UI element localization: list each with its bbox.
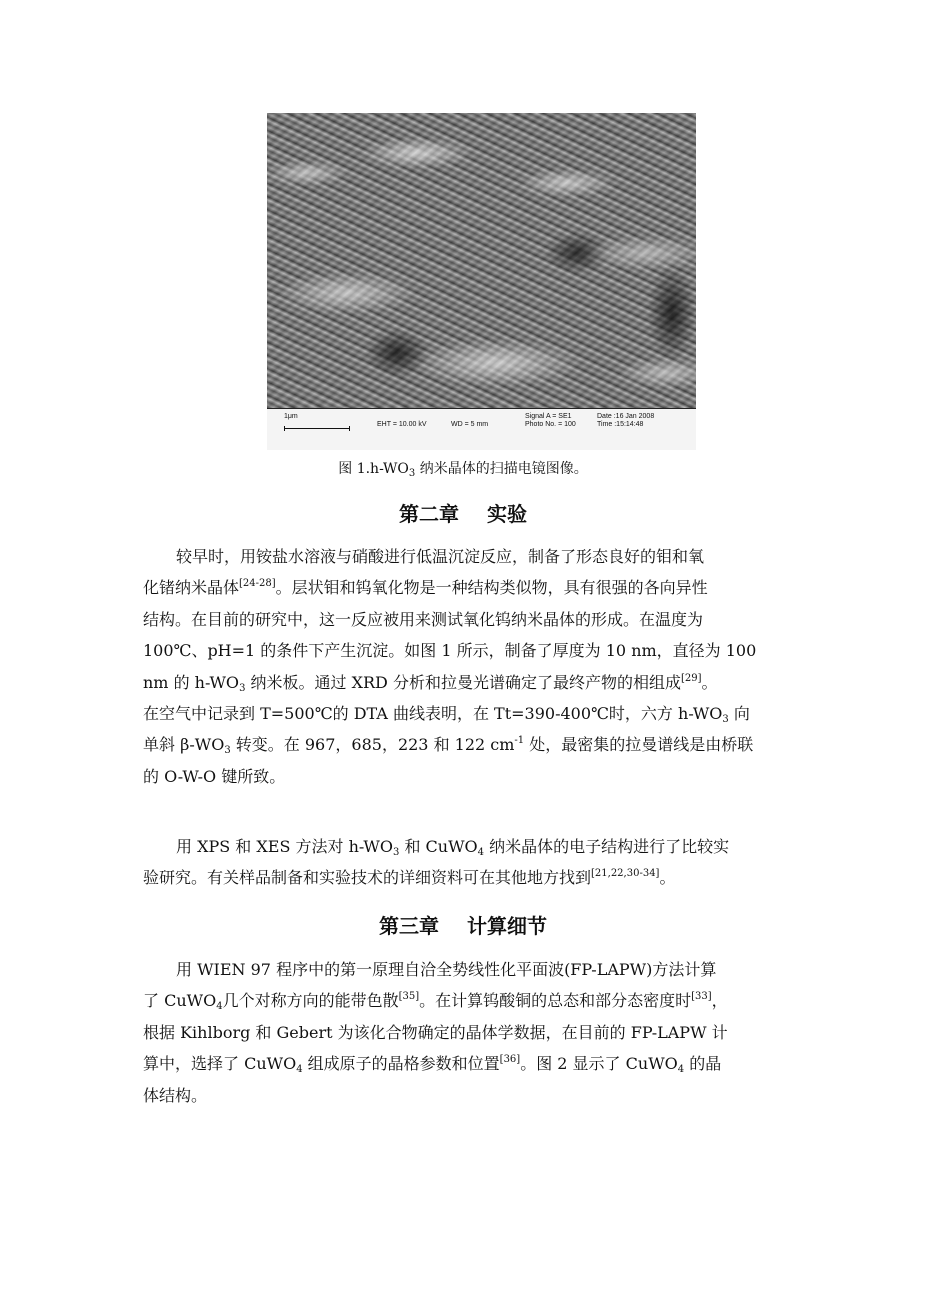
text-line: 单斜 $\beta-WO_3$ 转变。在 967，685，223 和 122 $cm^{-1}$ 处，最密集的拉曼谱线是由桥联 [143, 735, 754, 757]
text-line: 体结构。 [143, 1085, 208, 1105]
chapter-3-paragraph-1 [143, 954, 787, 1111]
chapter-number: 第二章 [399, 502, 459, 526]
text-line: 在空气中记录到 T=500℃的 DTA 曲线表明，在 Tt=390-400℃时，六方 $h-WO_3$ 向 [143, 704, 750, 726]
figure-caption: 图 $1.h-WO_3$ 纳米晶体的扫描电镜图像。 [338, 461, 588, 479]
scale-label: 1μm [284, 413, 298, 420]
sem-micrograph-image [267, 113, 696, 408]
sem-figure [267, 113, 696, 450]
text-line: 较早时，用铵盐水溶液与硝酸进行低温沉淀反应，制备了形态良好的钼和氧 [176, 547, 705, 566]
chapter-2-paragraph-1 [143, 541, 787, 792]
date-label: Date :16 Jan 2008 [597, 413, 655, 420]
eht-label: EHT = 10.00 kV [377, 421, 427, 428]
text-line: 算中，选择了 CuWO$_4$ 组成原子的晶格参数和位置[36]。图 2 显示了 CuWO$_4$ 的晶 [143, 1054, 722, 1076]
text-line: nm 的 $h-WO_3$ 纳米板。通过 XRD 分析和拉曼光谱确定了最终产物的相组成[29]。 [143, 672, 718, 694]
text-line: 100℃、pH=1 的条件下产生沉淀。如图 1 所示，制备了厚度为 10 nm，直径为 100 [143, 641, 757, 661]
photo-no-label: Photo No. = 100 [525, 421, 576, 428]
text-line: 化锗纳米晶体[24-28]。层状钼和钨氧化物是一种结构类似物，具有很强的各向异性 [143, 578, 708, 598]
text-line: 结构。在目前的研究中，这一反应被用来测试氧化钨纳米晶体的形成。在温度为 [143, 609, 704, 629]
chapter-title: 实验 [487, 502, 527, 526]
chapter-2-paragraph-2 [143, 831, 787, 894]
sem-info-bar [267, 408, 696, 450]
text-line: 用 XPS 和 XES 方法对 $h-WO_3$ 和 CuWO$_4$ 纳米晶体的电子结构进行了比较实 [176, 837, 730, 858]
text-line: 根据 Kihlborg 和 Gebert 为该化合物确定的晶体学数据，在目前的 FP-LAPW 计 [143, 1022, 728, 1042]
text-line: 验研究。有关样品制备和实验技术的详细资料可在其他地方找到[21,22,30-34]。 [143, 868, 676, 888]
text-line: 的 O-W-O 键所致。 [143, 766, 286, 786]
chapter-3-heading [0, 911, 926, 941]
chapter-2-heading [0, 499, 926, 529]
text-line: 了 CuWO$_4$几个对称方向的能带色散[35]。在计算钨酸铜的总态和部分态密度时[33]， [143, 991, 728, 1013]
signal-label: Signal A = SE1 [525, 413, 572, 420]
scale-bar [284, 426, 350, 431]
wd-label: WD = 5 mm [451, 421, 489, 428]
text-line: 用 WIEN 97 程序中的第一原理自洽全势线性化平面波(FP-LAPW)方法计算 [176, 960, 717, 979]
time-label: Time :15:14:48 [597, 421, 644, 428]
chapter-number: 第三章 [379, 914, 439, 938]
chapter-title: 计算细节 [467, 914, 547, 938]
